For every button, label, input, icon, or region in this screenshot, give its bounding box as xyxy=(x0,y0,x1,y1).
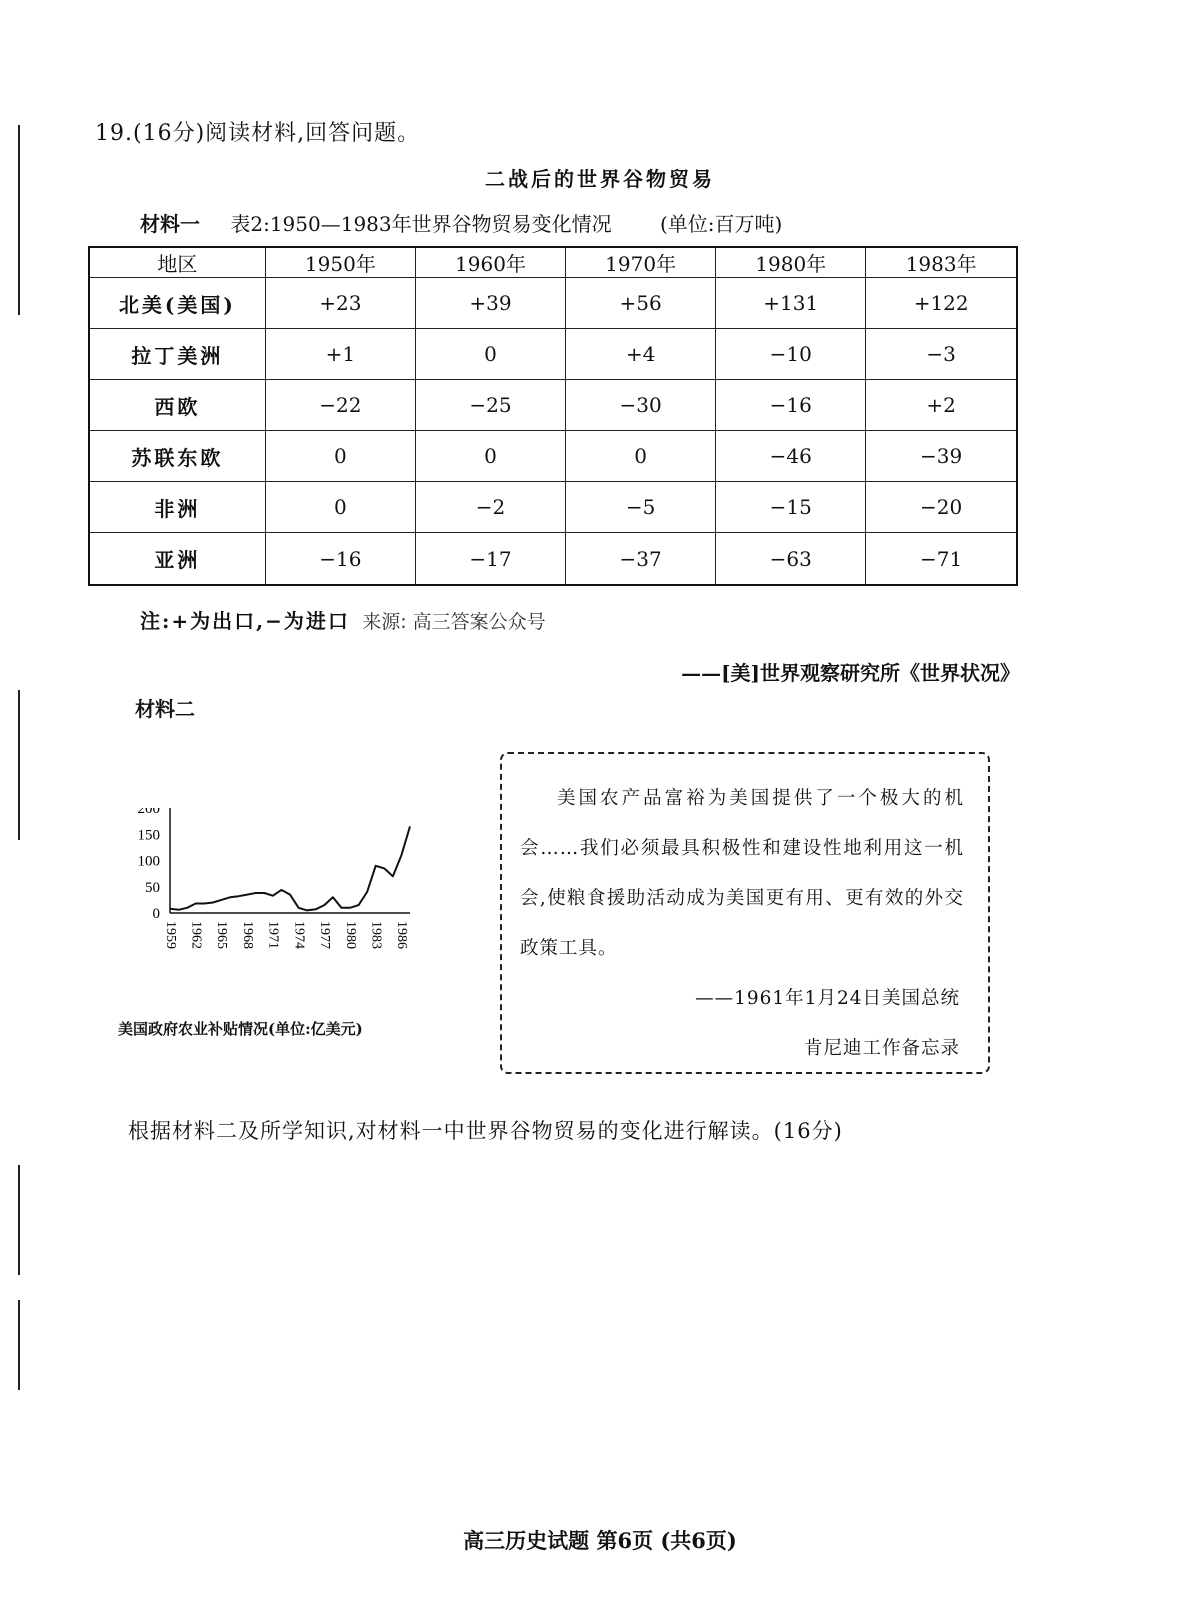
table-cell: −46 xyxy=(716,431,866,482)
table-header-cell: 1950年 xyxy=(265,247,415,278)
y-tick-label: 0 xyxy=(152,906,160,922)
table-cell: −17 xyxy=(415,533,565,585)
table-cell: −5 xyxy=(566,482,716,533)
y-tick-label: 200 xyxy=(137,808,160,817)
table-note xyxy=(140,605,546,634)
table-cell: −71 xyxy=(866,533,1017,585)
table-cell: −3 xyxy=(866,329,1017,380)
table-row xyxy=(89,278,1017,329)
table-cell: 非洲 xyxy=(89,482,265,533)
table-header-cell: 1980年 xyxy=(716,247,866,278)
material1-label: 材料一 xyxy=(140,212,200,236)
table-cell: −37 xyxy=(566,533,716,585)
table-cell: −20 xyxy=(866,482,1017,533)
subsidy-chart-svg xyxy=(120,808,450,978)
citation: ——[美]世界观察研究所《世界状况》 xyxy=(681,661,1020,685)
table-cell: −22 xyxy=(265,380,415,431)
table-cell: +4 xyxy=(566,329,716,380)
table-cell: 拉丁美洲 xyxy=(89,329,265,380)
table-cell: −63 xyxy=(716,533,866,585)
x-tick-label: 1980 xyxy=(342,921,358,949)
memo-quote: 美国农产品富裕为美国提供了一个极大的机会……我们必须最具积极性和建设性地利用这一机会,使粮食援助活动成为美国更有用、更有效的外交政策工具。 xyxy=(520,788,964,959)
x-tick-label: 1977 xyxy=(317,921,333,949)
table-cell: +1 xyxy=(265,329,415,380)
margin-line xyxy=(18,1165,20,1275)
chart-caption: 美国政府农业补贴情况(单位:亿美元) xyxy=(118,1020,363,1038)
table-header-cell: 1970年 xyxy=(566,247,716,278)
x-tick-label: 1968 xyxy=(239,921,255,949)
kennedy-memo-box xyxy=(500,752,990,1074)
memo-source-line2: 肯尼迪工作备忘录 xyxy=(803,1038,960,1059)
note-text: 注:+为出口,−为进口 xyxy=(140,609,350,633)
table-cell: −25 xyxy=(415,380,565,431)
x-tick-label: 1962 xyxy=(188,921,204,949)
table-cell: −15 xyxy=(716,482,866,533)
x-tick-label: 1959 xyxy=(162,921,178,949)
margin-line xyxy=(18,125,20,315)
table-cell: +2 xyxy=(866,380,1017,431)
table-cell: +23 xyxy=(265,278,415,329)
table-cell: −39 xyxy=(866,431,1017,482)
material2-label: 材料二 xyxy=(135,697,195,721)
table-unit: (单位:百万吨) xyxy=(659,212,783,236)
table-header-row xyxy=(89,247,1017,278)
table-cell: 0 xyxy=(415,431,565,482)
table-cell: −30 xyxy=(566,380,716,431)
table-cell: 苏联东欧 xyxy=(89,431,265,482)
table-header-cell: 1983年 xyxy=(866,247,1017,278)
table-cell: −16 xyxy=(716,380,866,431)
x-tick-label: 1971 xyxy=(265,921,281,949)
subsidy-chart xyxy=(120,808,450,978)
page-footer: 高三历史试题 第6页 (共6页) xyxy=(463,1528,737,1553)
table-header-cell: 地区 xyxy=(89,247,265,278)
grain-trade-table xyxy=(88,246,1018,586)
margin-line xyxy=(18,690,20,840)
y-tick-label: 150 xyxy=(137,827,160,844)
subsidy-line xyxy=(170,826,410,910)
table-cell: 0 xyxy=(415,329,565,380)
x-tick-label: 1986 xyxy=(394,921,410,949)
table-title: 表2:1950—1983年世界谷物贸易变化情况 xyxy=(230,212,612,236)
x-tick-label: 1965 xyxy=(214,921,230,949)
table-header-cell: 1960年 xyxy=(415,247,565,278)
table-cell: +56 xyxy=(566,278,716,329)
table-row xyxy=(89,329,1017,380)
question-prompt: 根据材料二及所学知识,对材料一中世界谷物贸易的变化进行解读。(16分) xyxy=(128,1119,843,1143)
table-cell: 西欧 xyxy=(89,380,265,431)
table-cell: −10 xyxy=(716,329,866,380)
table-cell: 0 xyxy=(265,482,415,533)
question-title: 19.(16分)阅读材料,回答问题。 xyxy=(95,121,421,146)
table-cell: +131 xyxy=(716,278,866,329)
x-tick-label: 1983 xyxy=(368,921,384,949)
section-title: 二战后的世界谷物贸易 xyxy=(485,167,715,191)
y-tick-label: 100 xyxy=(137,853,160,870)
table-row xyxy=(89,431,1017,482)
table-cell: −16 xyxy=(265,533,415,585)
x-tick-label: 1974 xyxy=(291,921,307,949)
table-caption xyxy=(140,208,782,237)
table-cell: −2 xyxy=(415,482,565,533)
table-row xyxy=(89,380,1017,431)
table-row xyxy=(89,533,1017,585)
table-cell: 0 xyxy=(566,431,716,482)
margin-line xyxy=(18,1300,20,1390)
table-row xyxy=(89,482,1017,533)
table-cell: +122 xyxy=(866,278,1017,329)
table-cell: 北美(美国) xyxy=(89,278,265,329)
table-cell: 0 xyxy=(265,431,415,482)
note-source: 来源: 高三答案公众号 xyxy=(362,611,546,633)
y-tick-label: 50 xyxy=(145,879,160,896)
memo-source-line1: ——1961年1月24日美国总统 xyxy=(695,988,960,1009)
table-cell: 亚洲 xyxy=(89,533,265,585)
table-cell: +39 xyxy=(415,278,565,329)
